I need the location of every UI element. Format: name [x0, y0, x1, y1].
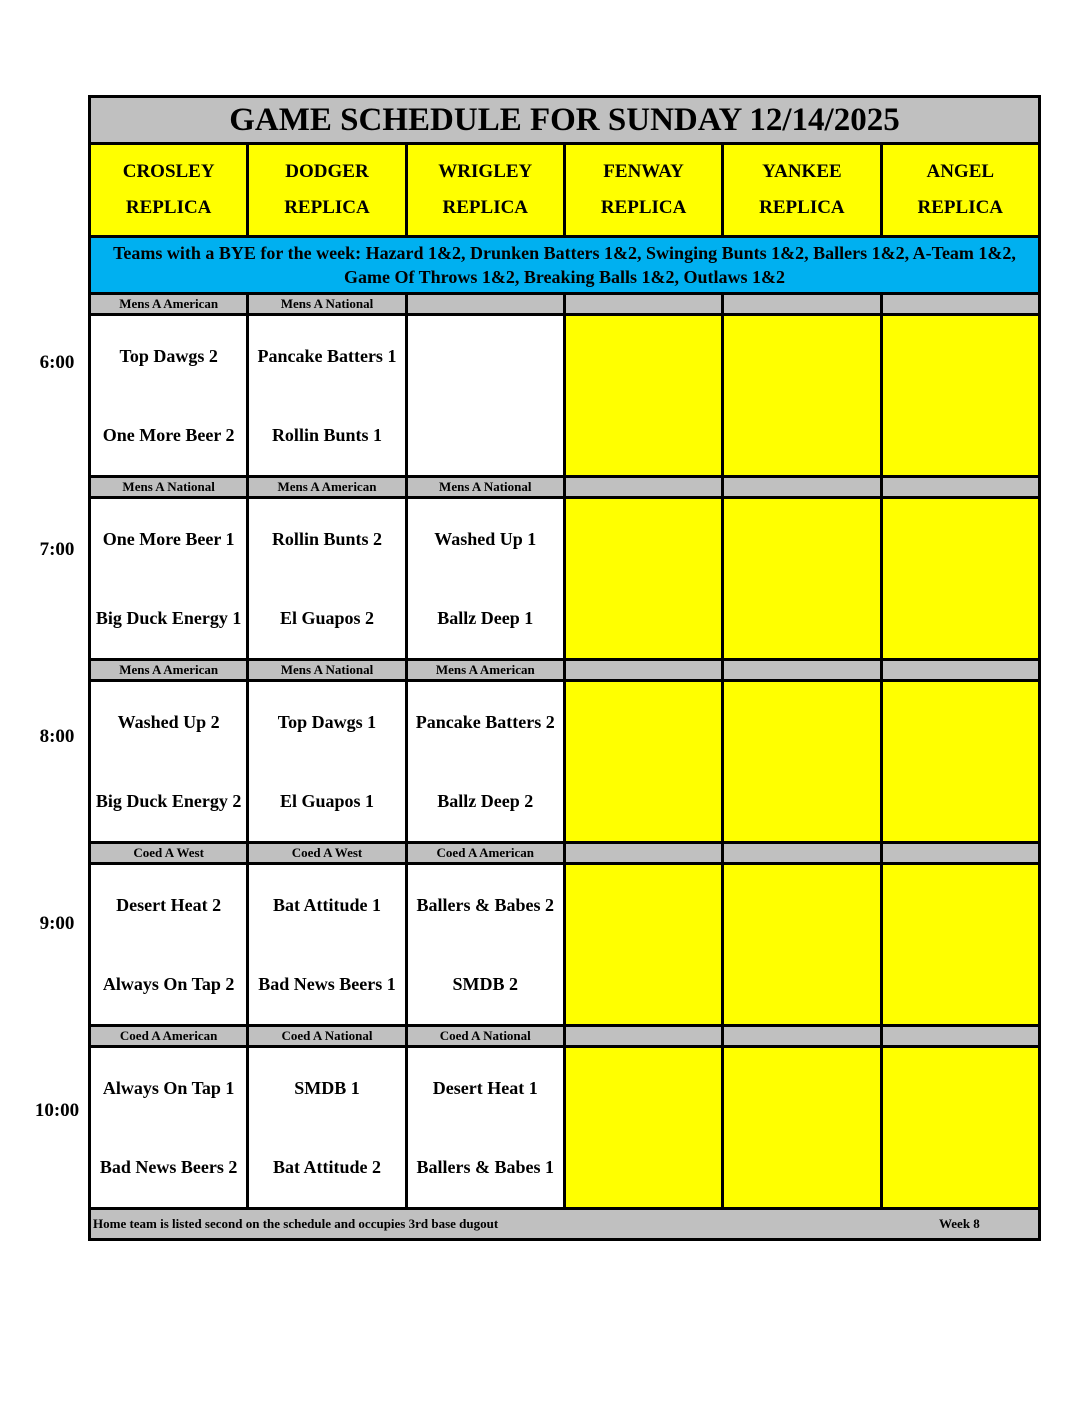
time-slot-label: 6:00 [39, 352, 75, 373]
division-row [90, 1026, 1040, 1047]
home-team: Rollin Bunts 1 [271, 425, 382, 445]
division-label [881, 294, 1039, 315]
empty-field-cell [881, 864, 1039, 1026]
game-cell [248, 681, 406, 843]
game-cell [90, 681, 248, 843]
game-cell [406, 864, 564, 1026]
away-team: Washed Up 1 [434, 529, 537, 549]
home-team [408, 396, 563, 475]
field-header-dodger: DODGER REPLICA [248, 144, 406, 237]
division-label: Mens A National [90, 477, 248, 498]
division-label [723, 294, 881, 315]
division-label: Coed A American [90, 1026, 248, 1047]
game-cell [406, 315, 564, 477]
division-label [723, 477, 881, 498]
division-row [90, 294, 1040, 315]
empty-field-cell [881, 681, 1039, 843]
division-label: Coed A West [248, 843, 406, 864]
division-label: Mens A American [406, 660, 564, 681]
empty-field-cell [564, 315, 722, 477]
game-cell [248, 1047, 406, 1209]
home-team: SMDB 2 [452, 974, 519, 994]
division-label: Coed A American [406, 843, 564, 864]
empty-field-cell [723, 864, 881, 1026]
away-team: Top Dawgs 1 [277, 712, 377, 732]
division-label [406, 294, 564, 315]
week-label: Week 8 [939, 1216, 980, 1231]
game-cell [90, 864, 248, 1026]
field-header-yankee: YANKEE REPLICA [723, 144, 881, 237]
game-cell [406, 498, 564, 660]
away-team: Bat Attitude 1 [272, 895, 381, 915]
game-cell [248, 864, 406, 1026]
home-team: El Guapos 2 [279, 608, 374, 628]
home-team: Always On Tap 2 [102, 974, 235, 994]
away-team: Top Dawgs 2 [119, 346, 218, 366]
division-label: Mens A National [406, 477, 564, 498]
home-team: Bad News Beers 2 [99, 1157, 238, 1177]
away-team: SMDB 1 [294, 1078, 360, 1098]
empty-field-cell [723, 681, 881, 843]
division-label: Mens A National [248, 294, 406, 315]
game-row [90, 864, 1040, 1026]
division-label [881, 843, 1039, 864]
division-label [881, 477, 1039, 498]
empty-field-cell [723, 498, 881, 660]
field-header-fenway: FENWAY REPLICA [564, 144, 722, 237]
division-label [564, 1026, 722, 1047]
home-team: Big Duck Energy 1 [95, 608, 242, 628]
division-label [881, 660, 1039, 681]
game-cell [90, 315, 248, 477]
home-team: Bad News Beers 1 [258, 974, 396, 994]
field-header-crosley: CROSLEY REPLICA [90, 144, 248, 237]
away-team: Pancake Batters 2 [415, 712, 555, 732]
division-label [564, 660, 722, 681]
away-team [408, 317, 563, 396]
time-slot-label: 10:00 [34, 1100, 80, 1121]
time-slot-label: 8:00 [39, 726, 75, 747]
field-header-angel: ANGEL REPLICA [881, 144, 1039, 237]
away-team: Desert Heat 2 [116, 895, 222, 915]
empty-field-cell [881, 1047, 1039, 1209]
game-cell [248, 315, 406, 477]
game-row [90, 498, 1040, 660]
division-label: Mens A American [248, 477, 406, 498]
empty-field-cell [723, 1047, 881, 1209]
field-header-wrigley: WRIGLEY REPLICA [406, 144, 564, 237]
time-slot-label: 9:00 [39, 913, 75, 934]
division-label [564, 477, 722, 498]
division-label: Coed A National [248, 1026, 406, 1047]
division-label [723, 843, 881, 864]
away-team: Desert Heat 1 [432, 1078, 538, 1098]
home-team: Bat Attitude 2 [272, 1157, 381, 1177]
game-cell [90, 498, 248, 660]
empty-field-cell [564, 1047, 722, 1209]
away-team: One More Beer 1 [102, 529, 235, 549]
division-label [564, 843, 722, 864]
game-row [90, 315, 1040, 477]
empty-field-cell [723, 315, 881, 477]
division-row [90, 843, 1040, 864]
home-team-note: Home team is listed second on the schedule and occupies 3rd base dugout [93, 1216, 499, 1231]
game-row [90, 1047, 1040, 1209]
division-label [723, 1026, 881, 1047]
division-label: Mens A American [90, 294, 248, 315]
away-team: Washed Up 2 [117, 712, 220, 732]
empty-field-cell [881, 498, 1039, 660]
schedule-table [88, 95, 1041, 1241]
field-header-row [90, 144, 1040, 237]
bye-teams-banner: Teams with a BYE for the week: Hazard 1&2, Drunken Batters 1&2, Swinging Bunts 1&2, Ballers 1&2, A-Team 1&2, Game Of Throws 1&2, Breaking Balls 1&2, Outlaws 1&2 [90, 237, 1040, 294]
division-row [90, 660, 1040, 681]
division-label: Coed A National [406, 1026, 564, 1047]
game-cell [406, 681, 564, 843]
game-cell [248, 498, 406, 660]
division-label: Mens A American [90, 660, 248, 681]
game-cell [406, 1047, 564, 1209]
footer-bar [90, 1209, 1040, 1240]
away-team: Always On Tap 1 [102, 1078, 235, 1098]
empty-field-cell [564, 498, 722, 660]
away-team: Rollin Bunts 2 [271, 529, 382, 549]
empty-field-cell [564, 864, 722, 1026]
home-team: Ballers & Babes 1 [416, 1157, 555, 1177]
division-label [564, 294, 722, 315]
page-title: GAME SCHEDULE FOR SUNDAY 12/14/2025 [90, 97, 1040, 144]
away-team: Ballers & Babes 2 [416, 895, 555, 915]
division-label [881, 1026, 1039, 1047]
empty-field-cell [564, 681, 722, 843]
away-team: Pancake Batters 1 [257, 346, 397, 366]
home-team: El Guapos 1 [279, 791, 374, 811]
division-row [90, 477, 1040, 498]
home-team: One More Beer 2 [102, 425, 235, 445]
time-slot-label: 7:00 [39, 539, 75, 560]
division-label: Coed A West [90, 843, 248, 864]
home-team: Ballz Deep 1 [437, 608, 534, 628]
game-row [90, 681, 1040, 843]
home-team: Big Duck Energy 2 [95, 791, 242, 811]
empty-field-cell [881, 315, 1039, 477]
division-label [723, 660, 881, 681]
division-label: Mens A National [248, 660, 406, 681]
game-cell [90, 1047, 248, 1209]
home-team: Ballz Deep 2 [437, 791, 534, 811]
